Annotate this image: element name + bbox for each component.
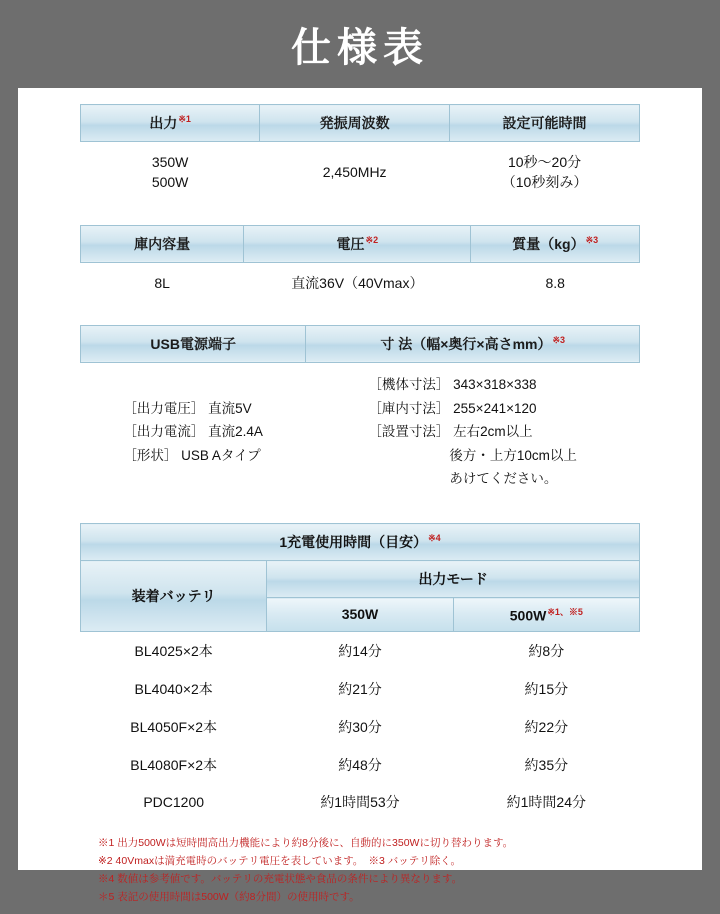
table-row xyxy=(81,746,640,784)
usb-current: ［出力電流］ 直流2.4A xyxy=(123,424,263,440)
cell-runtime-500: 約22分 xyxy=(524,718,569,735)
table-row xyxy=(81,524,640,561)
output-500: 500W xyxy=(151,174,189,191)
header-cell-mode-500: 500W$^{※1、※5}$ xyxy=(453,598,639,632)
note-marker: ※1、※5 xyxy=(547,607,583,618)
note-marker: ※4 xyxy=(428,533,441,544)
cell-capacity-value: 8L xyxy=(154,274,170,291)
time-step: （10秒刻み） xyxy=(501,174,588,191)
page-title: 仕様表 xyxy=(291,25,429,70)
table-row xyxy=(81,561,640,598)
header-cell-weight: 質量（kg）$^{※3}$ xyxy=(471,225,640,262)
usb-shape: ［形状］ USB Aタイプ xyxy=(123,447,261,463)
cell-battery-name: BL4040×2本 xyxy=(134,680,213,697)
table-runtime-per-charge xyxy=(80,523,640,820)
cell-runtime-350: 約14分 xyxy=(338,642,382,659)
table-row xyxy=(81,142,640,203)
cell-battery-name: BL4080F×2本 xyxy=(130,756,218,773)
cell-runtime-350: 約21分 xyxy=(338,680,382,697)
dim-inner: ［庫内寸法］ 255×241×120 xyxy=(368,400,537,416)
table-row xyxy=(81,670,640,708)
usb-voltage: ［出力電圧］ 直流5V xyxy=(123,400,252,416)
dim-install-1: ［設置寸法］ 左右2cm以上 xyxy=(368,424,533,440)
usb-spec-list xyxy=(123,397,263,468)
table-output-frequency-time xyxy=(80,104,640,203)
header-cell-frequency: 発振周波数 xyxy=(260,105,450,142)
table-row xyxy=(81,362,640,501)
sheet-body xyxy=(18,88,702,903)
cell-voltage-value: 直流36V（40Vmax） xyxy=(291,274,424,291)
cell-runtime-500: 約8分 xyxy=(528,642,565,659)
dim-install-3: あけてください。 xyxy=(368,471,558,487)
table-row xyxy=(81,631,640,670)
cell-runtime-500: 約1時間24分 xyxy=(506,793,586,810)
table-row xyxy=(81,708,640,746)
cell-battery-name: BL4050F×2本 xyxy=(130,718,218,735)
table-row xyxy=(81,105,640,142)
cell-runtime-350: 約30分 xyxy=(338,718,382,735)
time-range: 10秒〜20分 xyxy=(507,154,582,170)
cell-runtime-350: 約1時間53分 xyxy=(320,793,400,810)
header-cell-capacity: 庫内容量 xyxy=(81,225,244,262)
header-cell-voltage: 電圧$^{※2}$ xyxy=(244,225,471,262)
note-marker: ※1 xyxy=(178,114,191,125)
cell-frequency-value: 2,450MHz xyxy=(322,164,387,181)
cell-output-values xyxy=(81,142,260,203)
cell-dimension-specs xyxy=(306,362,640,501)
table-row xyxy=(81,325,640,362)
header-cell-usb: USB電源端子 xyxy=(81,325,306,362)
table-row xyxy=(81,262,640,303)
table-capacity-voltage-weight xyxy=(80,225,640,303)
header-cell-output-mode: 出力モード xyxy=(267,561,640,598)
dim-body: ［機体寸法］ 343×318×338 xyxy=(368,376,537,392)
cell-runtime-500: 約35分 xyxy=(524,756,569,773)
cell-weight-value: 8.8 xyxy=(545,274,565,291)
header-cell-battery: 装着バッテリ xyxy=(81,561,267,632)
cell-battery-name: PDC1200 xyxy=(143,793,205,810)
footnote-3: ※4 数値は参考値です。バッテリの充電状態や食品の条件により異なります。 xyxy=(98,872,463,885)
table-usb-dimensions xyxy=(80,325,640,501)
output-350: 350W xyxy=(151,154,189,170)
cell-time-value xyxy=(450,142,640,203)
cell-usb-specs xyxy=(81,362,306,501)
note-marker: ※3 xyxy=(552,335,566,346)
note-marker: ※3 xyxy=(585,234,599,245)
dim-install-2: 後方・上方10cm以上 xyxy=(368,447,577,463)
header-cell-time: 設定可能時間 xyxy=(450,105,640,142)
header-cell-dimensions: 寸 法（幅×奥行×高さmm）$^{※3}$ xyxy=(306,325,640,362)
table-row xyxy=(81,225,640,262)
header-cell-runtime-title: 1充電使用時間（目安）$^{※4}$ xyxy=(81,524,640,561)
footnote-2: ※2 40Vmaxは満充電時のバッテリ電圧を表しています。 ※3 バッテリ除く。 xyxy=(98,854,462,867)
header-cell-output: 出力$^{※1}$ xyxy=(81,105,260,142)
header-cell-mode-350: 350W xyxy=(267,598,453,632)
dimension-list xyxy=(368,373,577,491)
footnote-4: ＊5 表記の使用時間は500W（約8分間）の使用時です。 xyxy=(98,890,360,903)
cell-runtime-350: 約48分 xyxy=(338,756,382,773)
cell-battery-name: BL4025×2本 xyxy=(134,642,213,659)
cell-runtime-500: 約15分 xyxy=(524,680,569,697)
table-row xyxy=(81,784,640,820)
note-marker: ※2 xyxy=(365,234,379,245)
title-bar xyxy=(0,0,720,88)
footnote-1: ※1 出力500Wは短時間高出力機能により約8分後に、自動的に350Wに切り替わります。 xyxy=(98,836,514,849)
